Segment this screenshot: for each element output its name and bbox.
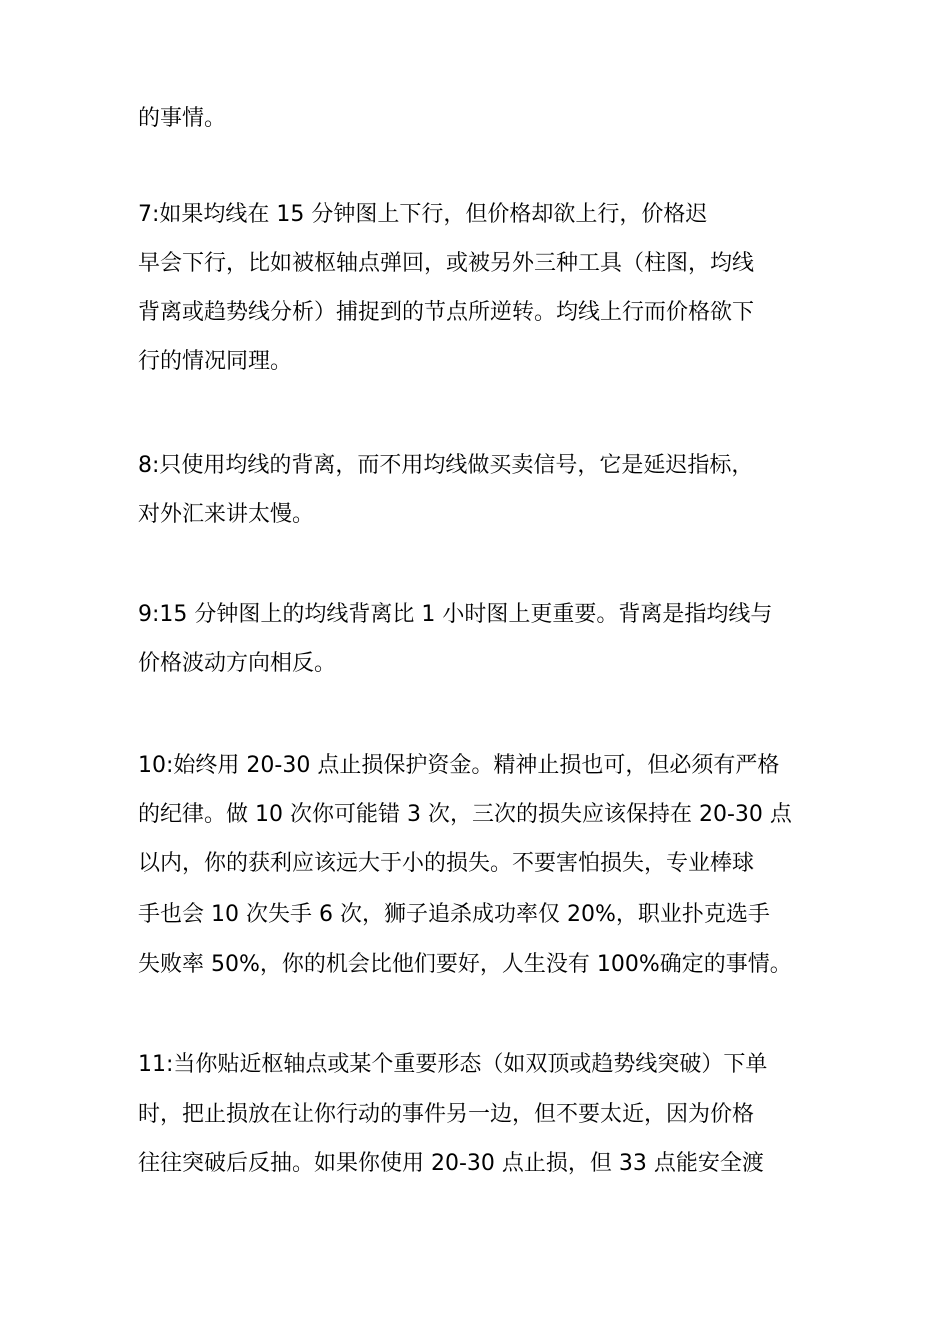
text-line: 价格波动方向相反。 <box>138 651 337 676</box>
text-line: 7:如果均线在 15 分钟图上下行，但价格却欲上行，价格迟 <box>138 202 708 227</box>
text-line: 11:当你贴近枢轴点或某个重要形态（如双顶或趋势线突破）下单 <box>138 1052 768 1077</box>
text-line: 以内，你的获利应该远大于小的损失。不要害怕损失，专业棒球 <box>138 851 755 876</box>
text-line: 8:只使用均线的背离，而不用均线做买卖信号，它是延迟指标， <box>138 453 754 478</box>
text-line: 早会下行，比如被枢轴点弹回，或被另外三种工具（柱图，均线 <box>138 251 755 276</box>
text-line: 失败率 50%，你的机会比他们要好，人生没有 100%确定的事情。 <box>138 952 792 977</box>
text-line: 的纪律。做 10 次你可能错 3 次，三次的损失应该保持在 20-30 点 <box>138 802 792 827</box>
text-line: 9:15 分钟图上的均线背离比 1 小时图上更重要。背离是指均线与 <box>138 602 773 627</box>
text-line: 往往突破后反抽。如果你使用 20-30 点止损，但 33 点能安全渡 <box>138 1151 764 1176</box>
text-line: 的事情。 <box>138 106 227 131</box>
text-line: 对外汇来讲太慢。 <box>138 502 315 527</box>
text-line: 背离或趋势线分析）捕捉到的节点所逆转。均线上行而价格欲下 <box>138 300 755 325</box>
text-line: 行的情况同理。 <box>138 349 293 374</box>
text-line: 10:始终用 20-30 点止损保护资金。精神止损也可，但必须有严格 <box>138 753 780 778</box>
text-line: 时，把止损放在让你行动的事件另一边，但不要太近，因为价格 <box>138 1102 755 1127</box>
text-line: 手也会 10 次失手 6 次，狮子追杀成功率仅 20%，职业扑克选手 <box>138 902 770 927</box>
